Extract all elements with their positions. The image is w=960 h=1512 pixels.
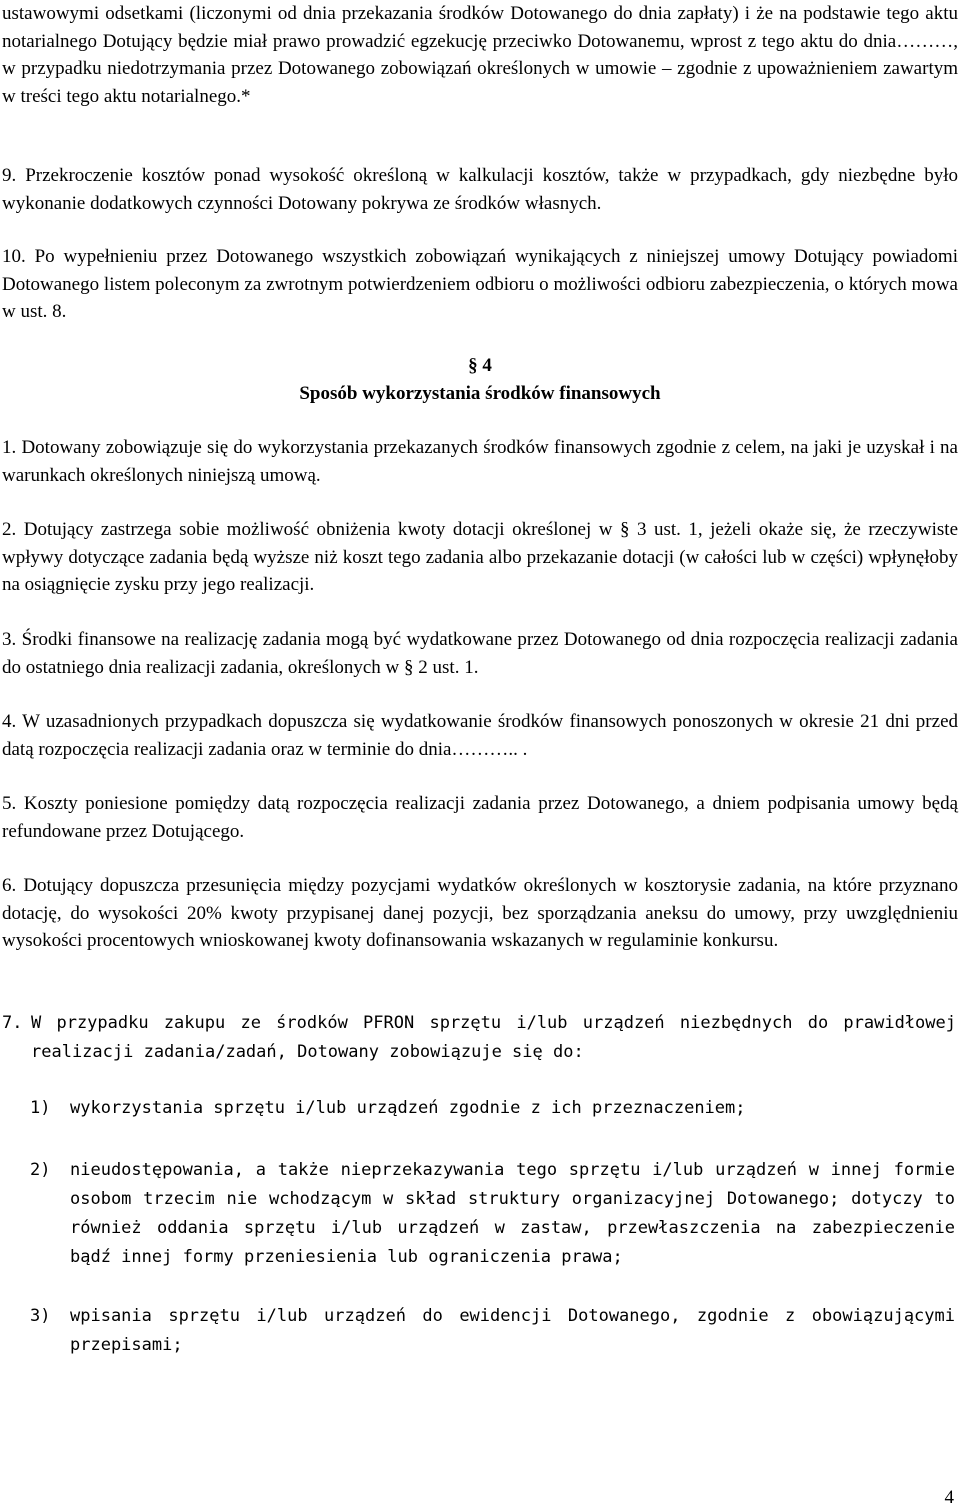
section-title: Sposób wykorzystania środków finansowych [299,383,661,404]
section-paragraph-3: 3. Środki finansowe na realizację zadania mogą być wydatkowane przez Dotowanego od dnia rozpoczęcia realizacji zadania do ostatniego dnia realizacji zadania, określonych w § 2 ust. 1. [2,629,958,678]
paragraph-7-number: 7. [2,1013,23,1033]
list-item-3 [30,1302,955,1360]
section-paragraph-6: 6. Dotujący dopuszcza przesunięcia między pozycjami wydatków określonych w kosztorysie zadania, na które przyznano dotację, do wysokości 20% kwoty przypisanej danej pozycji, bez sporządzania aneksu do umowy, przy uwzględnieniu wysokości procentowych wnioskowanej kwoty dofinansowania wskazanych w regulaminie konkursu. [2,875,958,951]
list-item-number: 2) [30,1160,51,1180]
paragraph-9: 9. Przekroczenie kosztów ponad wysokość określoną w kalkulacji kosztów, także w przypadkach, gdy niezbędne było wykonanie dodatkowych czynności Dotowany pokrywa ze środków własnych. [2,165,958,214]
section-paragraph-2: 2. Dotujący zastrzega sobie możliwość obniżenia kwoty dotacji określonej w § 3 ust. 1, jeżeli okaże się, że rzeczywiste wpływy dotyczące zadania będą wyższe niż koszt tego zadania albo przekazanie dotacji (w całości lub w części) wpłynęłoby na osiągnięcie zysku przy jego realizacji. [2,519,958,595]
section-paragraph-5: 5. Koszty poniesione pomiędzy datą rozpoczęcia realizacji zadania przez Dotowanego, a dniem podpisania umowy będą refundowane przez Dotującego. [2,793,958,842]
section-paragraph-4: 4. W uzasadnionych przypadkach dopuszcza się wydatkowanie środków finansowych ponoszonych w okresie 21 dni przed datą rozpoczęcia realizacji zadania oraz w terminie do dnia……….. . [2,711,958,760]
paragraph-7 [2,1009,956,1067]
list-item-text: nieudostępowania, a także nieprzekazywania tego sprzętu i/lub urządzeń w innej formie osobom trzecim nie wchodzącym w skład struktury organizacyjnej Dotowanego; dotyczy to również oddania sprzętu i/lub urządzeń w zastaw, przewłaszczenia na zabezpieczenie bądź innej formy przeniesienia lub ograniczenia prawa; [70,1160,955,1267]
list-item-number: 3) [30,1306,51,1326]
page-number: 4 [944,1487,954,1508]
list-item-1 [30,1094,955,1123]
section-paragraph-1: 1. Dotowany zobowiązuje się do wykorzystania przekazanych środków finansowych zgodnie z celem, na jaki je uzyskał i na warunkach określonych niniejszą umową. [2,437,958,486]
list-item-2 [30,1156,955,1272]
paragraph-10: 10. Po wypełnieniu przez Dotowanego wszystkich zobowiązań wynikających z niniejszej umowy Dotujący powiadomi Dotowanego listem poleconym za zwrotnym potwierdzeniem odbioru o możliwości odbioru zabezpieczenia, o których mowa w ust. 8. [2,246,958,322]
section-number: § 4 [468,355,492,376]
list-item-number: 1) [30,1098,51,1118]
paragraph-7-text: W przypadku zakupu ze środków PFRON sprzętu i/lub urządzeń niezbędnych do prawidłowej realizacji zadania/zadań, Dotowany zobowiązuje się do: [31,1013,956,1062]
paragraph-continuation: ustawowymi odsetkami (liczonymi od dnia przekazania środków Dotowanego do dnia zapłaty) i że na podstawie tego aktu notarialnego Dotujący będzie miał prawo prowadzić egzekucję przeciwko Dotowanemu, wprost z tego aktu do dnia………, w przypadku niedotrzymania przez Dotowanego zobowiązań określonych w umowie – zgodnie z upoważnieniem zawartym w treści tego aktu notarialnego.* [2,3,958,107]
list-item-text: wykorzystania sprzętu i/lub urządzeń zgodnie z ich przeznaczeniem; [70,1098,746,1118]
list-item-text: wpisania sprzętu i/lub urządzeń do ewidencji Dotowanego, zgodnie z obowiązującymi przepisami; [70,1306,955,1355]
